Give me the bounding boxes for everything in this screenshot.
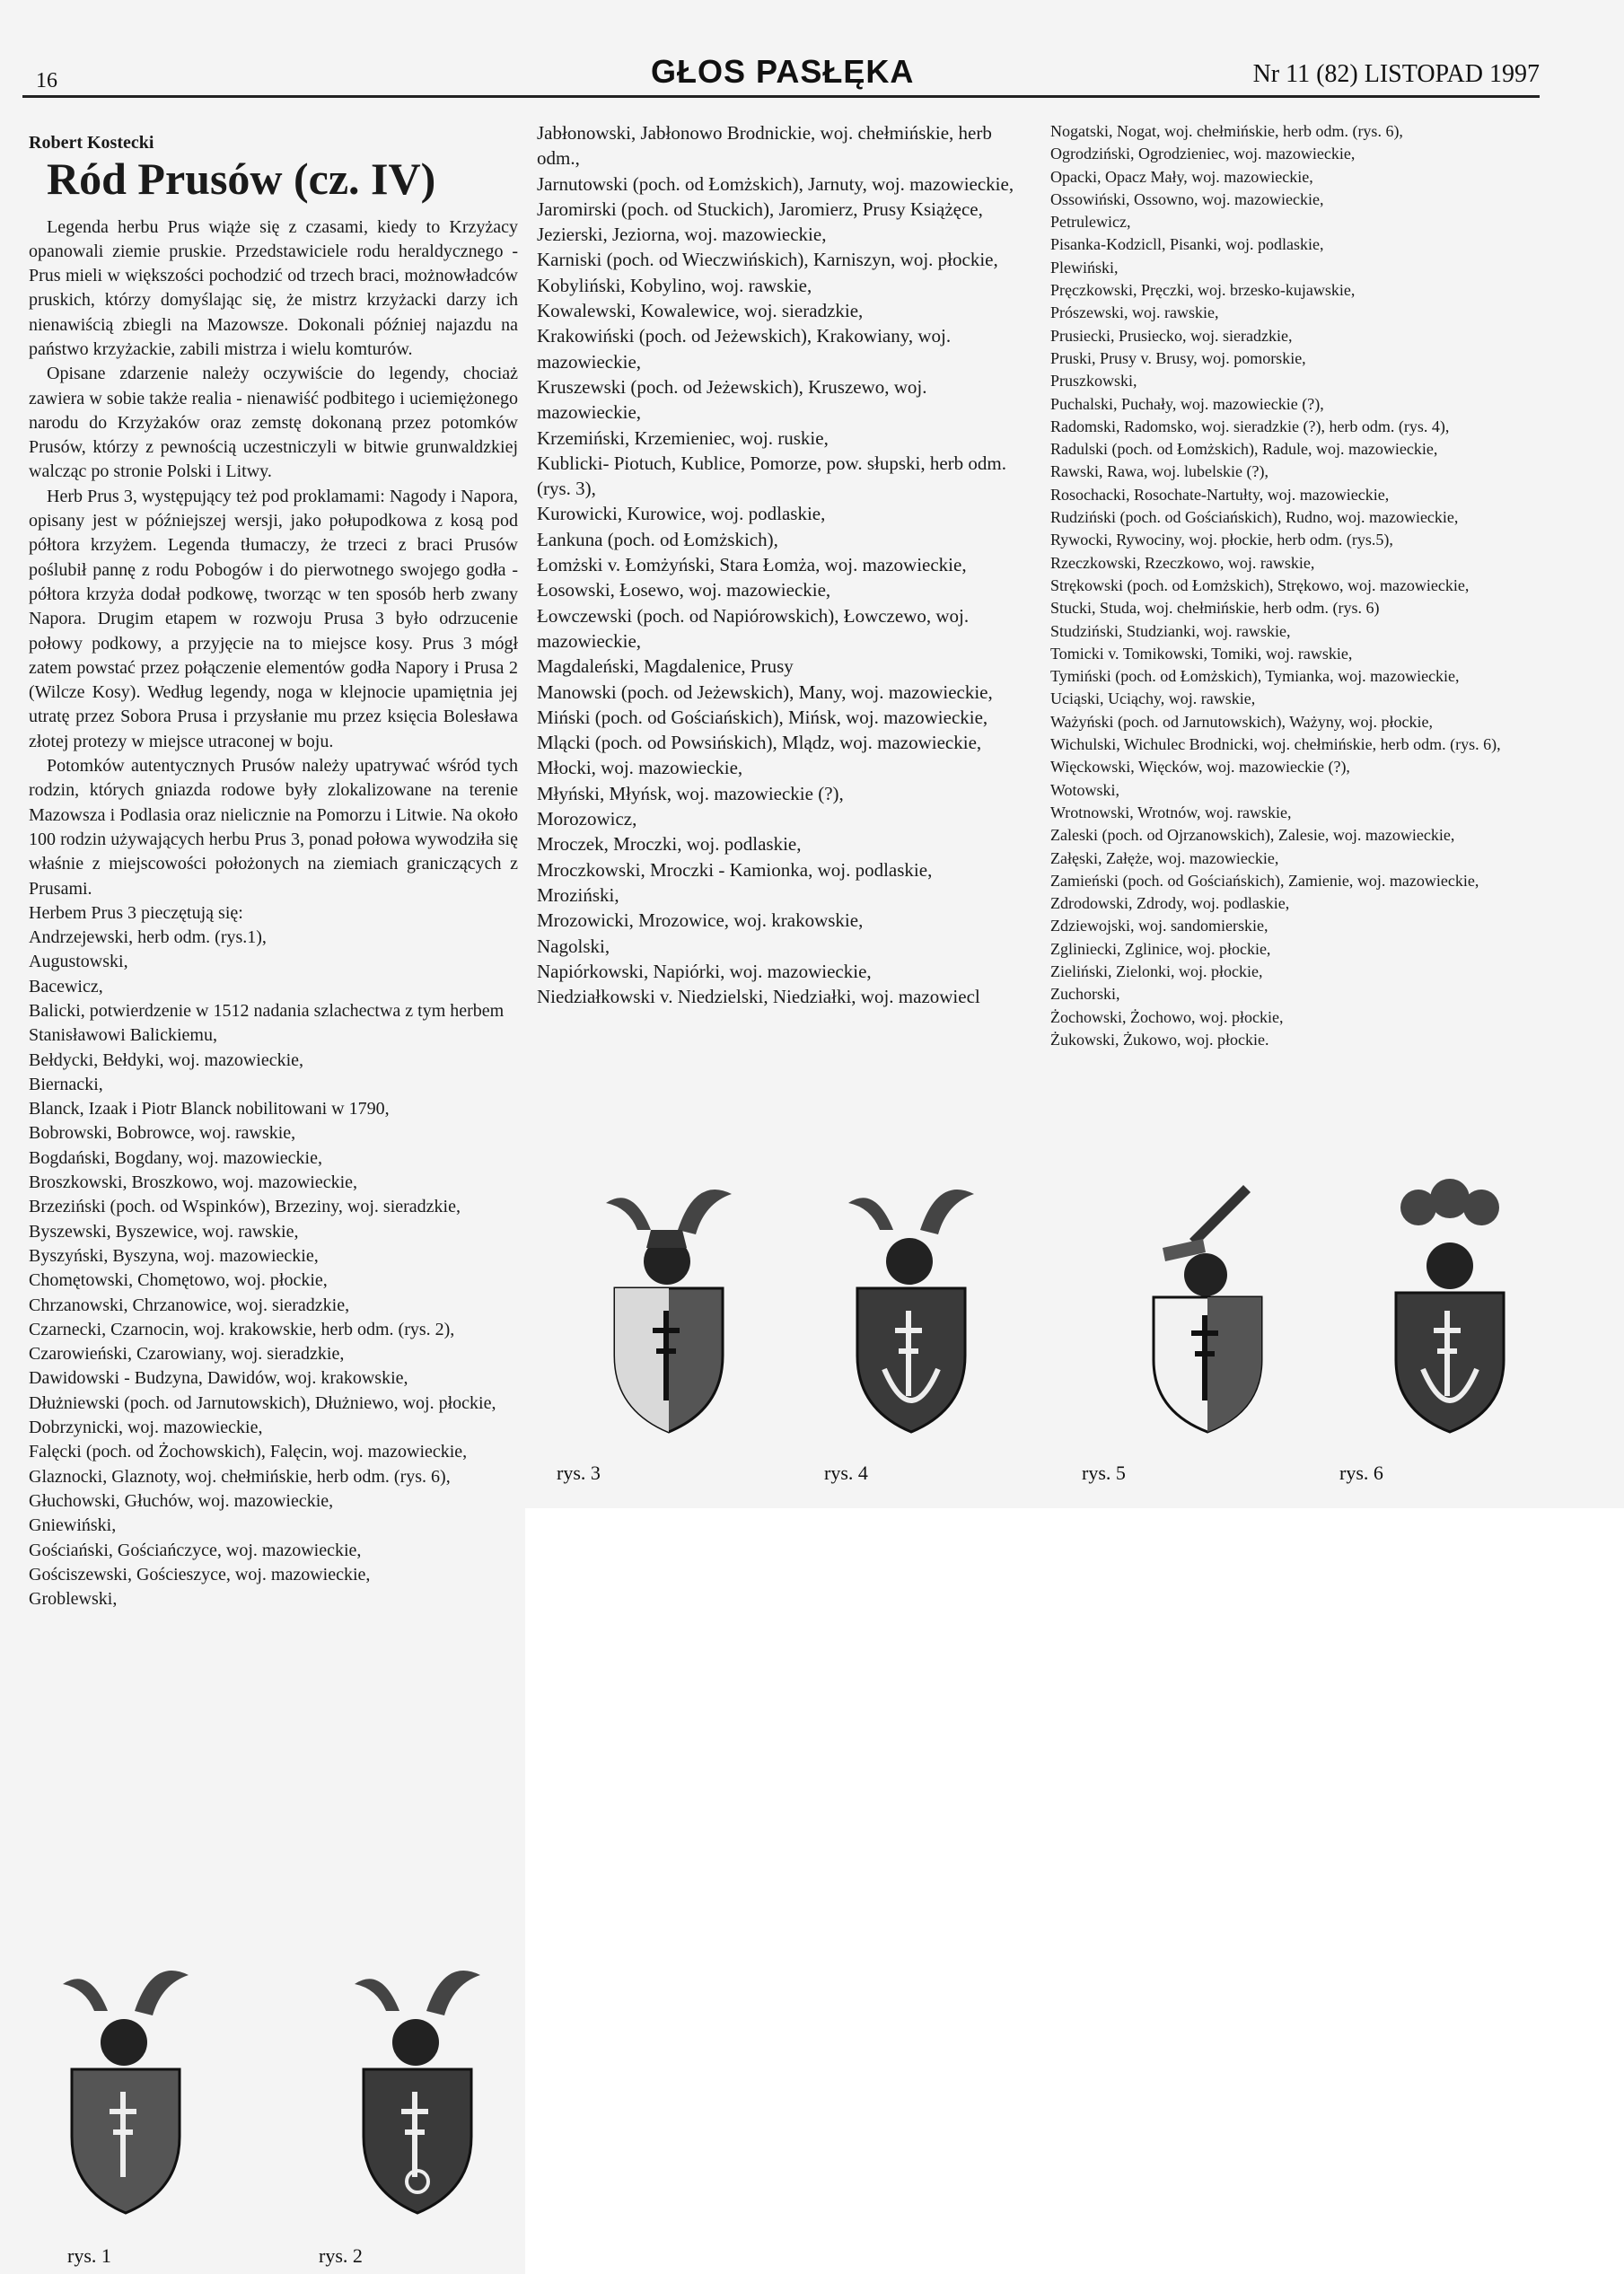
family-entry: Zgliniecki, Zglinice, woj. płockie, <box>1050 939 1271 958</box>
family-entry: Bełdycki, Bełdyki, woj. mazowieckie, <box>29 1049 304 1070</box>
family-entry: Biernacki, <box>29 1074 103 1094</box>
article-title: Ród Prusów (cz. IV) <box>47 154 436 204</box>
family-entry: Niedziałkowski v. Niedzielski, Niedziałki, woj. mazowiecl <box>537 986 980 1008</box>
list-intro: Herbem Prus 3 pieczętują się: <box>29 902 243 923</box>
column-2 <box>537 120 1022 1009</box>
coat-of-arms-rys6 <box>1378 1176 1522 1436</box>
family-entry: Ogrodziński, Ogrodzieniec, woj. mazowieckie, <box>1050 145 1356 163</box>
family-entry: Jaromirski (poch. od Stuckich), Jaromierz, Prusy Książęce, <box>537 198 983 220</box>
family-entry: Zuchorski, <box>1050 985 1120 1004</box>
family-entry: Chrzanowski, Chrzanowice, woj. sieradzkie, <box>29 1295 350 1315</box>
coat-of-arms-rys3 <box>597 1176 741 1436</box>
family-entry: Studziński, Studzianki, woj. rawskie, <box>1050 621 1291 640</box>
family-entry: Rosochacki, Rosochate-Nartułty, woj. mazowieckie, <box>1050 485 1390 504</box>
prus-crest-icon <box>54 1957 198 2217</box>
family-entry: Gościański, Gościańczyce, woj. mazowieckie, <box>29 1540 362 1560</box>
family-entry: Radomski, Radomsko, woj. sieradzkie (?), herb odm. (rys. 4), <box>1050 417 1450 435</box>
family-entry: Rawski, Rawa, woj. lubelskie (?), <box>1050 462 1268 481</box>
family-entry: Napiórkowski, Napiórki, woj. mazowieckie, <box>537 960 872 982</box>
family-entry: Stucki, Studa, woj. chełmińskie, herb odm. (rys. 6) <box>1050 599 1380 618</box>
family-list-col1 <box>29 926 518 1611</box>
caption-rys4: rys. 4 <box>824 1462 868 1484</box>
family-entry: Tomicki v. Tomikowski, Tomiki, woj. rawskie, <box>1050 644 1353 663</box>
family-entry: Łomżski v. Łomżyński, Stara Łomża, woj. mazowieckie, <box>537 554 967 576</box>
family-entry: Czarnecki, Czarnocin, woj. krakowskie, herb odm. (rys. 2), <box>29 1319 455 1339</box>
family-entry: Ważyński (poch. od Jarnutowskich), Ważyny, woj. płockie, <box>1050 712 1434 731</box>
family-entry: Zdziewojski, woj. sandomierskie, <box>1050 917 1268 935</box>
family-entry: Czarowieński, Czarowiany, woj. sieradzkie, <box>29 1344 345 1365</box>
family-entry: Strękowski (poch. od Łomżskich), Strękowo, woj. mazowieckie, <box>1050 575 1470 594</box>
family-entry: Prusiecki, Prusiecko, woj. sieradzkie, <box>1050 326 1293 345</box>
family-entry: Pręczkowski, Pręczki, woj. brzesko-kujawskie, <box>1050 281 1356 300</box>
page-number: 16 <box>36 69 57 92</box>
family-entry: Jabłonowski, Jabłonowo Brodnickie, woj. chełmińskie, herb odm., <box>537 122 992 170</box>
family-entry: Bogdański, Bogdany, woj. mazowieckie, <box>29 1147 322 1168</box>
family-entry: Tymiński (poch. od Łomżskich), Tymianka, woj. mazowieckie, <box>1050 667 1460 686</box>
family-entry: Krakowiński (poch. od Jeżewskich), Krakowiany, woj. mazowieckie, <box>537 325 952 373</box>
family-entry: Bobrowski, Bobrowce, woj. rawskie, <box>29 1123 296 1144</box>
family-entry: Kowalewski, Kowalewice, woj. sieradzkie, <box>537 300 864 322</box>
family-entry: Młocki, woj. mazowieckie, <box>537 757 743 779</box>
family-entry: Opacki, Opacz Mały, woj. mazowieckie, <box>1050 167 1313 186</box>
family-entry: Nogatski, Nogat, woj. chełmińskie, herb odm. (rys. 6), <box>1050 122 1403 140</box>
family-entry: Ossowiński, Ossowno, woj. mazowieckie, <box>1050 189 1324 208</box>
coat-of-arms-rys5 <box>1136 1176 1279 1436</box>
issue-info: Nr 11 (82) LISTOPAD 1997 <box>1252 60 1540 88</box>
family-entry: Zaleski (poch. od Ojrzanowskich), Zalesie, woj. mazowieckie, <box>1050 826 1455 845</box>
family-entry: Balicki, potwierdzenie w 1512 nadania szlachectwa z tym herbem Stanisławowi Balickiemu, <box>29 1001 505 1046</box>
family-entry: Kublicki- Piotuch, Kublice, Pomorze, pow. słupski, herb odm. (rys. 3), <box>537 452 1006 500</box>
column-3 <box>1050 120 1535 1051</box>
prus-crest-icon <box>346 1957 489 2217</box>
family-entry: Rywocki, Rywociny, woj. płockie, herb odm. (rys.5), <box>1050 531 1393 549</box>
family-entry: Morozowicz, <box>537 808 637 830</box>
family-entry: Żochowski, Żochowo, woj. płockie, <box>1050 1007 1284 1026</box>
paragraph-1: Legenda herbu Prus wiąże się z czasami, kiedy to Krzyżacy opanowali ziemie pruskie. Przedstawiciele rodu heraldycznego - Prus mieli w większości pochodzić od trzech braci, możnowładców pruskich, którzy domyślając się, że mistrz krzyżacki darzy ich nienawiścią zbiegli na Mazowsze. Dokonali później najazdu na państwo krzyżackie, zabili mistrza i wielu komturów. <box>29 216 518 359</box>
family-entry: Wotowski, <box>1050 780 1120 799</box>
caption-rys2: rys. 2 <box>319 2244 363 2267</box>
family-entry: Zdrodowski, Zdrody, woj. podlaskie, <box>1050 894 1290 913</box>
family-entry: Falęcki (poch. od Żochowskich), Falęcin, woj. mazowieckie, <box>29 1442 468 1462</box>
family-entry: Kobyliński, Kobylino, woj. rawskie, <box>537 274 812 296</box>
family-entry: Gościszewski, Gościeszyce, woj. mazowieckie, <box>29 1564 371 1585</box>
family-entry: Jezierski, Jeziorna, woj. mazowieckie, <box>537 224 827 246</box>
family-entry: Bacewicz, <box>29 976 103 997</box>
family-entry: Mroczkowski, Mroczki - Kamionka, woj. podlaskie, <box>537 858 933 881</box>
family-entry: Kruszewski (poch. od Jeżewskich), Kruszewo, woj. mazowieckie, <box>537 375 927 424</box>
family-entry: Pruski, Prusy v. Brusy, woj. pomorskie, <box>1050 348 1306 367</box>
family-entry: Mrozowicki, Mrozowice, woj. krakowskie, <box>537 909 864 932</box>
caption-rys5: rys. 5 <box>1082 1462 1126 1484</box>
family-entry: Plewiński, <box>1050 258 1119 277</box>
prus-crest-icon <box>839 1176 983 1436</box>
family-entry: Blanck, Izaak i Piotr Blanck nobilitowani w 1790, <box>29 1099 390 1119</box>
family-entry: Byszyński, Byszyna, woj. mazowieckie, <box>29 1245 319 1266</box>
family-entry: Zieliński, Zielonki, woj. płockie, <box>1050 961 1263 980</box>
header-rule <box>22 95 1540 98</box>
family-entry: Brzeziński (poch. od Wspinków), Brzeziny, woj. sieradzkie, <box>29 1197 461 1217</box>
family-entry: Byszewski, Byszewice, woj. rawskie, <box>29 1221 299 1242</box>
family-entry: Młyński, Młyńsk, woj. mazowieckie (?), <box>537 782 844 804</box>
caption-rys6: rys. 6 <box>1339 1462 1383 1484</box>
family-entry: Augustowski, <box>29 952 128 972</box>
family-entry: Łankuna (poch. od Łomżskich), <box>537 528 778 550</box>
family-entry: Łowczewski (poch. od Napiórowskich), Łowczewo, woj. mazowieckie, <box>537 604 970 652</box>
caption-rys1: rys. 1 <box>67 2244 111 2267</box>
coat-of-arms-rys4 <box>839 1176 983 1436</box>
family-list-col3 <box>1050 120 1535 1051</box>
prus-crest-icon <box>597 1176 741 1436</box>
family-entry: Puchalski, Puchały, woj. mazowieckie (?), <box>1050 394 1324 413</box>
coat-of-arms-rys2 <box>346 1957 489 2217</box>
family-entry: Jarnutowski (poch. od Łomżskich), Jarnuty, woj. mazowieckie, <box>537 172 1014 195</box>
prus-crest-with-plumes-icon <box>1378 1176 1522 1436</box>
article-author: Robert Kostecki <box>29 133 154 153</box>
family-entry: Wrotnowski, Wrotnów, woj. rawskie, <box>1050 803 1292 821</box>
family-entry: Mroziński, <box>537 883 619 906</box>
family-list-col2 <box>537 120 1022 1009</box>
family-entry: Andrzejewski, herb odm. (rys.1), <box>29 927 267 948</box>
caption-rys3: rys. 3 <box>557 1462 601 1484</box>
family-entry: Żukowski, Żukowo, woj. płockie. <box>1050 1030 1269 1049</box>
family-entry: Broszkowski, Broszkowo, woj. mazowieckie, <box>29 1172 358 1193</box>
family-entry: Rudziński (poch. od Gościańskich), Rudno, woj. mazowieckie, <box>1050 508 1459 527</box>
family-entry: Radulski (poch. od Łomżskich), Radule, woj. mazowieckie, <box>1050 440 1438 459</box>
family-entry: Pruszkowski, <box>1050 372 1137 391</box>
family-entry: Wichulski, Wichulec Brodnicki, woj. chełmińskie, herb odm. (rys. 6), <box>1050 735 1501 754</box>
family-entry: Chomętowski, Chomętowo, woj. płockie, <box>29 1270 328 1291</box>
column-1 <box>29 133 518 1611</box>
family-entry: Łosowski, Łosewo, woj. mazowieckie, <box>537 579 831 601</box>
paragraph-2: Opisane zdarzenie należy oczywiście do legendy, chociaż zawiera w sobie także realia - nienawiść podbitego i uciemiężonego narodu do Krzyżaków oraz zemstę dokonaną przez potomków Prusów, którzy z pewnością uczestniczyli w bitwie grunwaldzkiej walcząc po stronie Polski i Litwy. <box>29 364 518 482</box>
family-entry: Mroczek, Mroczki, woj. podlaskie, <box>537 833 802 856</box>
paragraph-4: Potomków autentycznych Prusów należy upatrywać wśród tych rodzin, których gniazda rodowe były zlokalizowane na terenie Mazowsza i Podlasia oraz nielicznie na Pomorzu i Litwie. Na około 100 rodzin używających herbu Prus 3, ponad połowa wywodziła się właśnie z miejscowości położonych na ziemiach graniczących z Prusami. <box>29 756 518 899</box>
family-entry: Karniski (poch. od Wieczwińskich), Karniszyn, woj. płockie, <box>537 249 998 271</box>
family-entry: Groblewski, <box>29 1589 118 1610</box>
coat-of-arms-rys1 <box>54 1957 198 2217</box>
family-entry: Manowski (poch. od Jeżewskich), Many, woj. mazowieckie, <box>537 680 993 703</box>
publication-name: GŁOS PASŁĘKA <box>651 53 915 90</box>
family-entry: Nagolski, <box>537 935 610 957</box>
family-entry: Krzemiński, Krzemieniec, woj. ruskie, <box>537 426 829 449</box>
family-entry: Magdaleński, Magdalenice, Prusy <box>537 655 794 678</box>
family-entry: Dłużniewski (poch. od Jarnutowskich), Dłużniewo, woj. płockie, <box>29 1392 496 1413</box>
family-entry: Glaznocki, Glaznoty, woj. chełmińskie, herb odm. (rys. 6), <box>29 1466 451 1487</box>
family-entry: Gniewiński, <box>29 1515 117 1536</box>
family-entry: Uciąski, Uciąchy, woj. rawskie, <box>1050 689 1256 708</box>
family-entry: Rzeczkowski, Rzeczkowo, woj. rawskie, <box>1050 553 1315 572</box>
family-entry: Więckowski, Więcków, woj. mazowieckie (?), <box>1050 758 1350 777</box>
family-entry: Pisanka-Kodzicll, Pisanki, woj. podlaskie, <box>1050 235 1324 254</box>
family-entry: Prószewski, woj. rawskie, <box>1050 303 1219 322</box>
family-entry: Załęski, Załęże, woj. mazowieckie, <box>1050 848 1279 867</box>
family-entry: Mlącki (poch. od Powsińskich), Mlądz, woj. mazowieckie, <box>537 732 982 754</box>
family-entry: Kurowicki, Kurowice, woj. podlaskie, <box>537 503 826 525</box>
family-entry: Zamieński (poch. od Gościańskich), Zamienie, woj. mazowieckie, <box>1050 871 1479 890</box>
family-entry: Głuchowski, Głuchów, woj. mazowieckie, <box>29 1490 334 1511</box>
family-entry: Dobrzynicki, woj. mazowieckie, <box>29 1418 263 1438</box>
paragraph-3: Herb Prus 3, występujący też pod proklamami: Nagody i Napora, opisany jest w późniejszej wersji, jako połupodkowa z kosą pod półtora krzyżem. Legenda tłumaczy, że trzeci z braci Prusów poślubił pannę z rodu Pobogów i do pierwotnego swojego godła - półtora krzyża dodał podkowę, tworząc w ten sposób herb zwany Napora. Drugim etapem w rozwoju Prusa 3 było odrzucenie połowy podkowy, a przyjęcie na to miejsce kosy. Prus 3 mógł zatem powstać przez połączenie elementów godła Napory i Prusa 2 (Wilcze Kosy). Według legendy, noga w klejnocie upamiętnia jej utratę przez Sobora Prusa i przysłanie mu przez księcia Bolesława złotej protezy w miejsce utraconej w boju. <box>29 486 518 751</box>
prus-crest-with-sword-icon <box>1136 1176 1279 1436</box>
family-entry: Miński (poch. od Gościańskich), Mińsk, woj. mazowieckie, <box>537 706 988 728</box>
family-entry: Petrulewicz, <box>1050 213 1131 232</box>
family-entry: Dawidowski - Budzyna, Dawidów, woj. krakowskie, <box>29 1368 408 1389</box>
page-header <box>22 49 1540 96</box>
